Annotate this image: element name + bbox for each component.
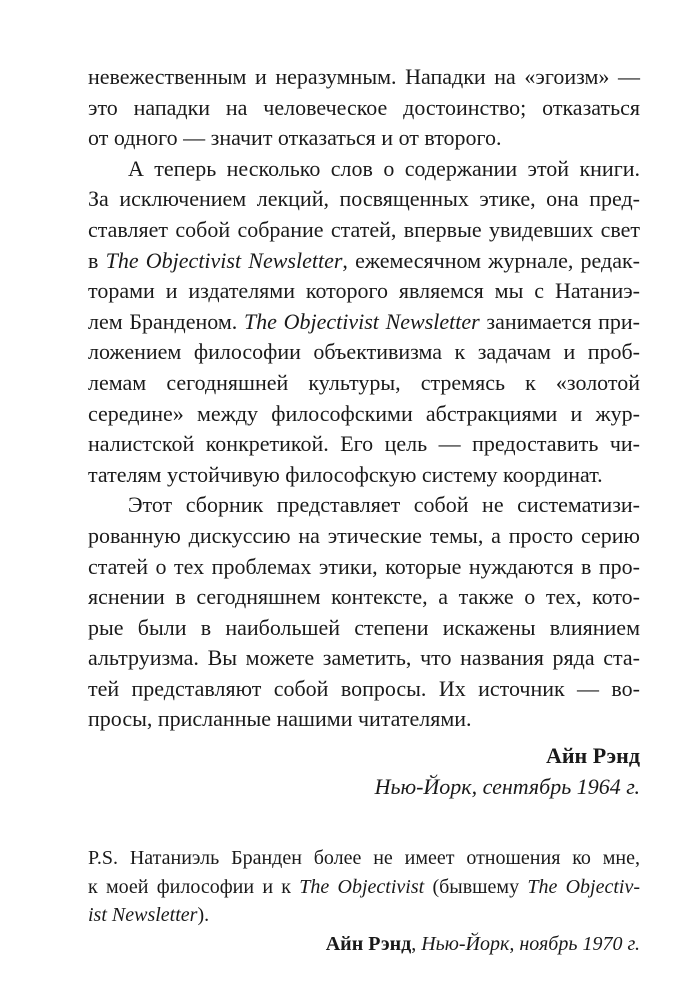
signature-name: Айн Рэнд xyxy=(545,743,640,769)
paragraph-collection-description xyxy=(88,490,640,735)
text-line: ложением философии объективизма к задачам и проб- xyxy=(88,339,640,365)
text-fragment: занимается при- xyxy=(479,308,640,334)
postscript xyxy=(88,844,640,930)
journal-title: The Objectivist xyxy=(299,875,425,898)
text-line: Этот сборник представляет собой не систематизи- xyxy=(128,492,640,518)
author-signature xyxy=(88,741,640,802)
text-line: это нападки на человеческое достоинство; отказаться xyxy=(88,94,640,120)
text-line: А теперь несколько слов о содержании этой книги. xyxy=(128,155,640,181)
text-fragment: , ежемесячном журнале, редак- xyxy=(342,247,640,273)
text-line: невежественным и неразумным. Нападки на «эгоизм» — xyxy=(88,64,640,89)
signature-place-date: Нью-Йорк, сентябрь 1964 г. xyxy=(374,773,640,799)
text-fragment: к моей философии и к xyxy=(88,875,300,898)
text-line: лемам сегодняшней культуры, стремясь к «золотой xyxy=(88,369,640,395)
text-line: альтруизма. Вы можете заметить, что названия ряда ста- xyxy=(88,645,640,671)
paragraph-continuation xyxy=(88,62,640,154)
newsletter-title: The Objectivist Newsletter xyxy=(243,308,480,334)
text-line: рые были в наибольшей степени искажены влиянием xyxy=(88,614,640,640)
text-line: от одного — значит отказаться и от второго. xyxy=(88,125,502,151)
text-line: налистской конкретикой. Его цель — предоставить чи- xyxy=(88,431,640,457)
paragraph-book-contents xyxy=(88,154,640,491)
text-fragment: в xyxy=(88,247,106,273)
text-line: торами и издателями которого являемся мы с Натаниэ- xyxy=(88,278,640,304)
journal-title: ist Newsletter xyxy=(88,904,198,927)
book-page xyxy=(88,62,640,959)
text-line xyxy=(88,873,640,902)
text-line xyxy=(88,307,640,338)
text-line: статей о тех проблемах этики, которые нуждаются в про- xyxy=(88,553,640,579)
text-line: просы, присланные нашими читателями. xyxy=(88,706,472,732)
text-line: середине» между философскими абстракциями и жур- xyxy=(88,400,640,426)
text-line: рованную дискуссию на этические темы, а просто серию xyxy=(88,522,640,548)
text-fragment: (бывшему xyxy=(424,875,528,898)
text-line: P.S. Натаниэль Бранден более не имеет отношения ко мне, xyxy=(88,847,640,870)
newsletter-title: The Objectivist Newsletter xyxy=(105,247,343,273)
text-fragment: , xyxy=(411,933,422,956)
text-line: ставляет собой собрание статей, впервые увидевших свет xyxy=(88,216,640,242)
text-line: тей представляют собой вопросы. Их источник — во- xyxy=(88,675,640,701)
text-line: яснении в сегодняшнем контексте, а также о тех, кото- xyxy=(88,584,640,610)
text-fragment: ). xyxy=(197,904,210,927)
signature-place-date: Нью-Йорк, ноябрь 1970 г. xyxy=(421,933,640,956)
signature-name: Айн Рэнд xyxy=(325,933,412,956)
text-line xyxy=(88,901,640,930)
text-line: тателям устойчивую философскую систему координат. xyxy=(88,461,603,487)
journal-title: The Objectiv- xyxy=(527,875,641,898)
postscript-signature xyxy=(88,930,640,959)
text-line: За исключением лекций, посвященных этике, она пред- xyxy=(88,186,640,212)
text-fragment: лем Бранденом. xyxy=(88,308,244,334)
text-line xyxy=(88,246,640,277)
